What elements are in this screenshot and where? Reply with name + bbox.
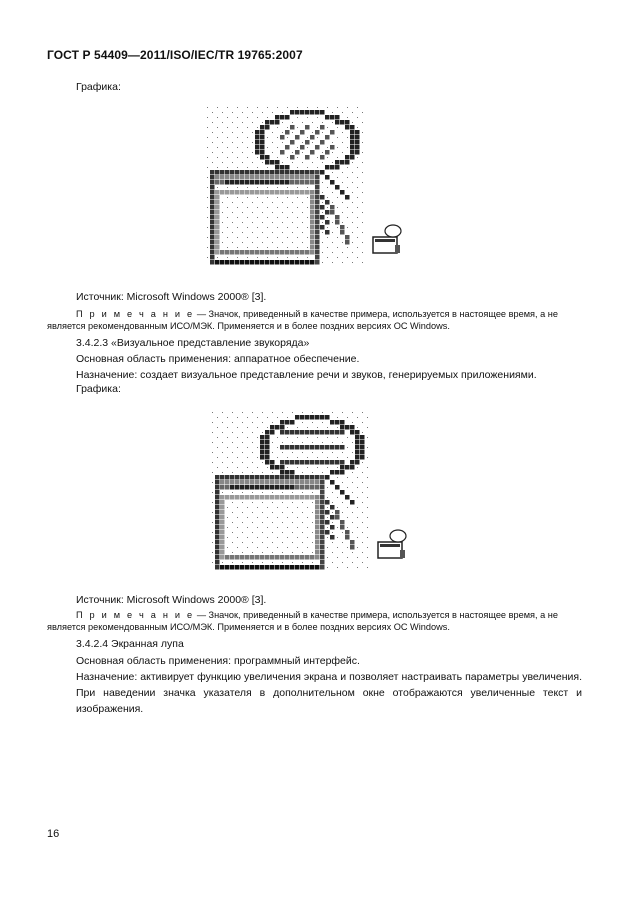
note-2-line2: является рекомендованным ИСО/МЭК. Применяется и в более поздних версиях ОС Windows. bbox=[47, 622, 450, 632]
source-1: Источник: Microsoft Windows 2000® [3]. bbox=[76, 291, 267, 303]
section-3423-purpose: Назначение: создает визуальное представление речи и звуков, генерируемых приложениями. bbox=[76, 369, 537, 381]
page-number: 16 bbox=[47, 828, 60, 840]
pixel-grid bbox=[212, 412, 368, 568]
section-3424-purpose-text: Назначение: активирует функцию увеличения экрана и позволяет настраивать параметры увеличения. При наведении значка указателя в дополнительном окне отображаются увеличенные текст и изображения. bbox=[76, 671, 582, 715]
section-3424-purpose bbox=[47, 669, 582, 717]
thumbnail-icon bbox=[378, 530, 406, 558]
note-2-body: — Значок, приведенный в качестве примера, используется в настоящее время, а не bbox=[194, 610, 558, 620]
section-3424-area: Основная область применения: программный интерфейс. bbox=[76, 655, 360, 667]
thumbnail-icon bbox=[373, 225, 401, 253]
pixel-shapes bbox=[210, 110, 360, 265]
pixel-icon-figure-1 bbox=[205, 105, 405, 275]
graphics-label-1: Графика: bbox=[76, 81, 121, 93]
document-header: ГОСТ Р 54409—2011/ISO/IEC/TR 19765:2007 bbox=[47, 48, 303, 62]
section-3423-area: Основная область применения: аппаратное обеспечение. bbox=[76, 353, 360, 365]
note-2 bbox=[76, 609, 582, 621]
note-1-body: — Значок, приведенный в качестве примера, используется в настоящее время, а не bbox=[194, 309, 558, 319]
source-2: Источник: Microsoft Windows 2000® [3]. bbox=[76, 594, 267, 606]
section-3424-title: 3.4.2.4 Экранная лупа bbox=[76, 638, 184, 650]
note-1 bbox=[76, 308, 582, 320]
pixel-shapes bbox=[215, 415, 365, 570]
graphics-label-2: Графика: bbox=[76, 383, 121, 395]
note-2-prefix: П р и м е ч а н и е bbox=[76, 610, 195, 620]
pixel-icon-figure-2 bbox=[210, 410, 410, 580]
note-1-line2: является рекомендованным ИСО/МЭК. Применяется и в более поздних версиях ОС Windows. bbox=[47, 321, 450, 331]
section-3423-title: 3.4.2.3 «Визуальное представление звукоряда» bbox=[76, 337, 310, 349]
note-1-prefix: П р и м е ч а н и е bbox=[76, 309, 195, 319]
